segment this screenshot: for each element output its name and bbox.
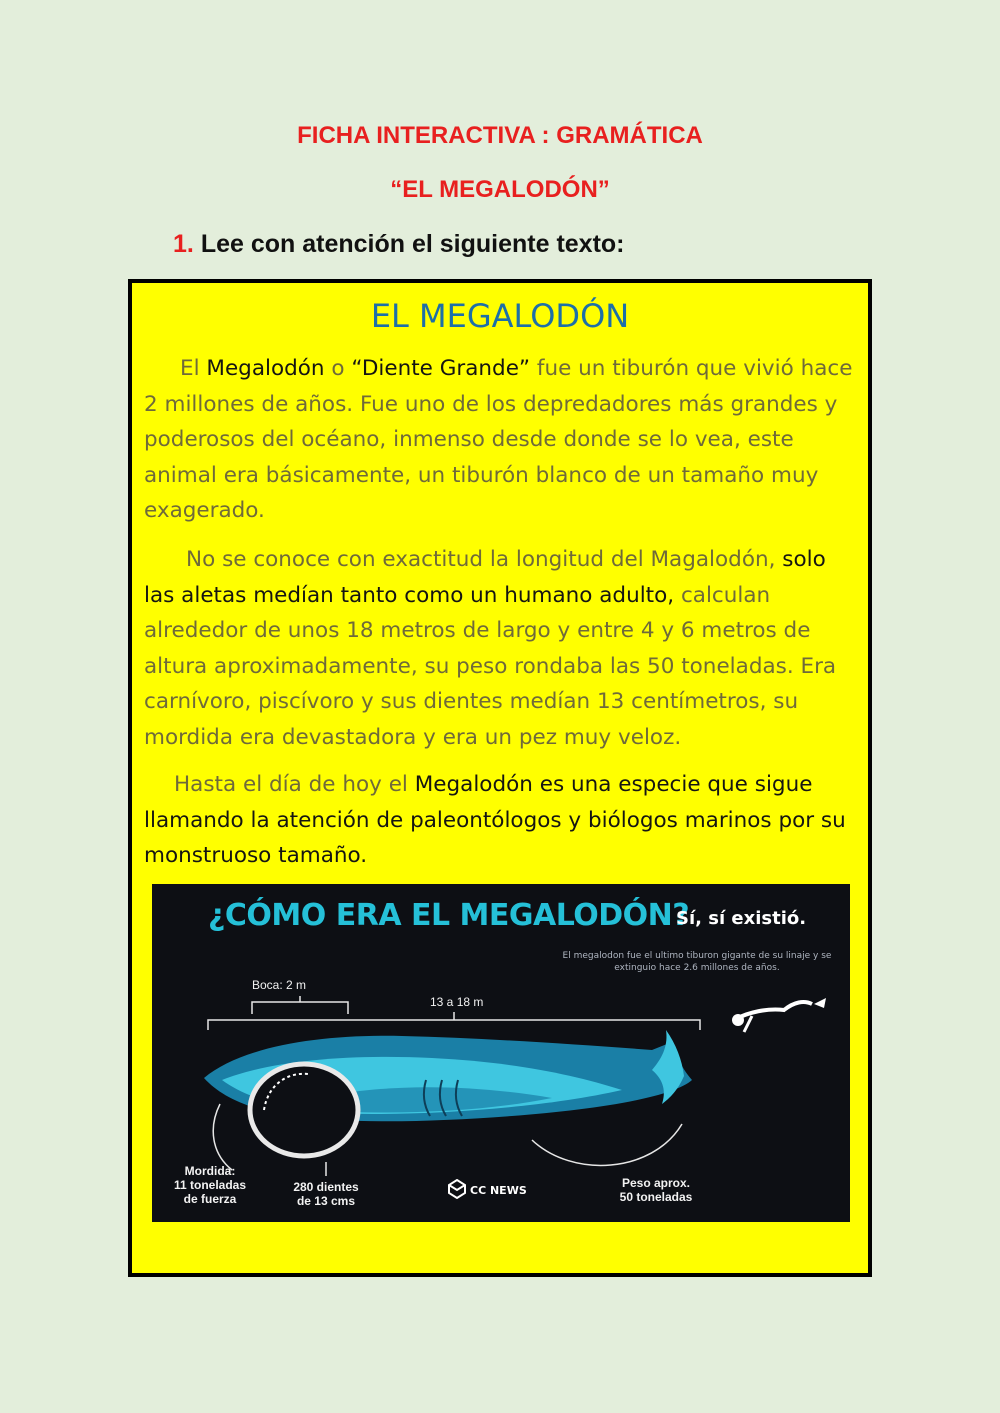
length-label: 13 a 18 m [430, 995, 484, 1009]
worksheet-subtitle: “EL MEGALODÓN” [390, 176, 610, 203]
worksheet-title: FICHA INTERACTIVA : GRAMÁTICA [297, 122, 703, 149]
instruction [173, 230, 625, 259]
paragraph-2 [144, 542, 860, 755]
weight-label [614, 1176, 698, 1204]
weight-line-1: Peso aprox. [621, 1176, 691, 1190]
p2-text-b: solo las aletas medían tanto como un humano adulto, [144, 547, 826, 608]
bite-line-1: Mordida: [184, 1164, 236, 1178]
cc-news-logo-icon [448, 1179, 466, 1199]
instruction-number: 1. [173, 230, 194, 258]
paragraph-1 [144, 351, 860, 529]
p1-text-c: o [324, 356, 352, 381]
instruction-text: Lee con atención el siguiente texto: [200, 230, 625, 258]
weight-line-2: 50 toneladas [619, 1190, 693, 1204]
bite-label [170, 1164, 250, 1206]
p3-text-a: Hasta el día de hoy el [174, 772, 415, 797]
p1-text-e: fue un tiburón que vivió hace 2 millones de años. Fue uno de los depredadores más grandes y poderosos del océano, inmenso desde donde se lo vea, este animal era básicamente, un tiburón blanco de un tamaño muy exagerado. [144, 356, 853, 523]
p2-text-c: calculan alrededor de unos 18 metros de largo y entre 4 y 6 metros de altura aproximadamente, su peso rondaba las 50 toneladas. Era carnívoro, piscívoro y sus dientes medían 13 centímetros, su mordida era devastadora y era un pez muy veloz. [144, 582, 837, 750]
reading-box [128, 279, 872, 1277]
teeth-line-1: 280 dientes [293, 1180, 359, 1194]
p2-text-a: No se conoce con exactitud la longitud del Magalodón, [186, 547, 783, 572]
reading-title: EL MEGALODÓN [370, 297, 630, 335]
infographic-side-note: Sí, sí existió. [676, 908, 807, 929]
p3-text-b: Megalodón es una especie que sigue llamando la atención de paleontólogos y biólogos marinos por su monstruoso tamaño. [144, 772, 846, 868]
p1-text-d: “Diente Grande” [351, 356, 531, 381]
infographic-headline: ¿CÓMO ERA EL MEGALODÓN? [208, 898, 690, 933]
paragraph-3 [144, 767, 860, 874]
mouth-label: Boca: 2 m [252, 978, 307, 992]
megalodon-infographic [152, 884, 850, 1222]
brand-name: CC NEWS [470, 1184, 527, 1197]
p1-text-b: Megalodón [206, 356, 325, 381]
p1-text-a: El [180, 356, 207, 381]
teeth-label [288, 1180, 364, 1208]
shark-illustration [152, 884, 850, 1222]
bite-line-3: de fuerza [183, 1192, 237, 1206]
teeth-line-2: de 13 cms [296, 1194, 356, 1208]
infographic-extinction-note: El megalodon fue el ultimo tiburon gigante de su linaje y se extinguio hace 2.6 millones de años. [562, 951, 832, 973]
bite-line-2: 11 toneladas [173, 1178, 247, 1192]
